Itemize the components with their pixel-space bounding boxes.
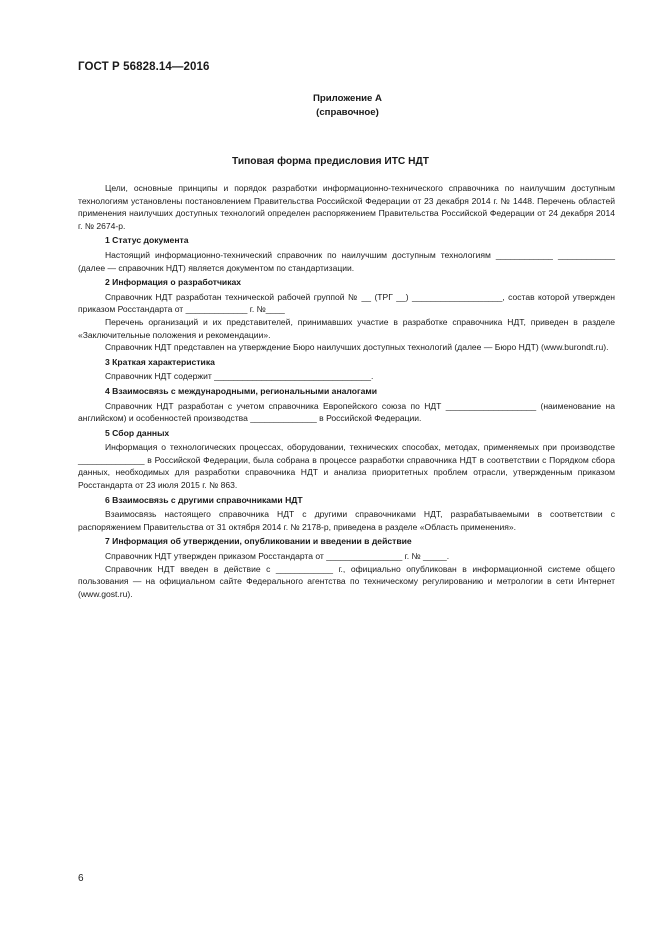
section-heading-2: 2 Информация о разработчиках: [105, 277, 242, 288]
annex-title: Приложение А: [313, 93, 382, 104]
document-code: ГОСТ Р 56828.14—2016: [78, 61, 210, 73]
section-4-paragraph: Справочник НДТ разработан с учетом справочника Европейского союза по НДТ ___________________ (наименование на английском) и особенностей производства ______________ в Российской Федерации.: [78, 400, 615, 424]
annex-type: (справочное): [316, 107, 379, 118]
section-heading-4: 4 Взаимосвязь с международными, региональными аналогами: [105, 385, 378, 396]
section-heading-3: 3 Краткая характеристика: [105, 356, 215, 367]
section-heading-5: 5 Сбор данных: [105, 427, 170, 438]
page-number: 6: [78, 873, 84, 884]
intro-paragraph: Цели, основные принципы и порядок разработки информационно-технического справочника по наилучшим доступным технологиям установлены постановлением Правительства Российской Федерации от 23 декабря 2014 г. № 1448. Перечень областей применения наилучших доступных технологий определен распоряжением Правительства Российской Федерации от 24 декабря 2014 г. № 2674-р.: [78, 183, 615, 231]
section-2-paragraph-1: Справочник НДТ разработан технической рабочей группой № __ (ТРГ __) ___________________, состав которой утвержден приказом Росстандарта от _____________ г. №____: [78, 291, 615, 315]
section-heading-6: 6 Взаимосвязь с другими справочниками НДТ: [105, 494, 303, 505]
section-2-paragraph-3: Справочник НДТ представлен на утверждение Бюро наилучших доступных технологий (далее — Бюро НДТ) (www.burondt.ru).: [105, 342, 609, 353]
section-title: Типовая форма предисловия ИТС НДТ: [232, 156, 429, 167]
section-5-paragraph: Информация о технологических процессах, оборудовании, технических способах, методах, применяемых при производстве ______________ в Российской Федерации, была собрана в процессе разработки справочника НДТ в соответствии с Порядком сбора данных, необходимых для разработки справочника НДТ и анализа приоритетных проблем отрасли, утвержденным приказом Росстандарта от 23 июля 2015 г. № 863.: [78, 442, 615, 491]
section-1-paragraph: Настоящий информационно-технический справочник по наилучшим доступным технологиям ____________ ____________ (далее — справочник НДТ) является документом по стандартизации.: [78, 249, 615, 273]
section-7-paragraph-2: Справочник НДТ введен в действие с ____________ г., официально опубликован в информационной системе общего пользования — на официальном сайте Федерального агентства по техническому регулированию и метрологии в сети Интернет (www.gost.ru).: [78, 563, 615, 599]
section-7-paragraph-1: Справочник НДТ утвержден приказом Росстандарта от ________________ г. № _____.: [105, 551, 450, 562]
section-3-paragraph: Справочник НДТ содержит _________________________________.: [105, 371, 374, 382]
annex-heading: [0, 92, 661, 120]
section-2-paragraph-2: Перечень организаций и их представителей, принимавших участие в разработке справочника НДТ, приведен в разделе «Заключительные положения и рекомендации».: [78, 316, 615, 340]
section-heading-1: 1 Статус документа: [105, 235, 189, 246]
section-heading-7: 7 Информация об утверждении, опубликовании и введении в действие: [105, 536, 412, 547]
section-6-paragraph: Взаимосвязь настоящего справочника НДТ с другими справочниками НДТ, разрабатываемыми в соответствии с распоряжением Правительства от 31 октября 2014 г. № 2178-р, приведена в разделе «Область применения».: [78, 509, 615, 532]
document-body: [78, 182, 615, 600]
